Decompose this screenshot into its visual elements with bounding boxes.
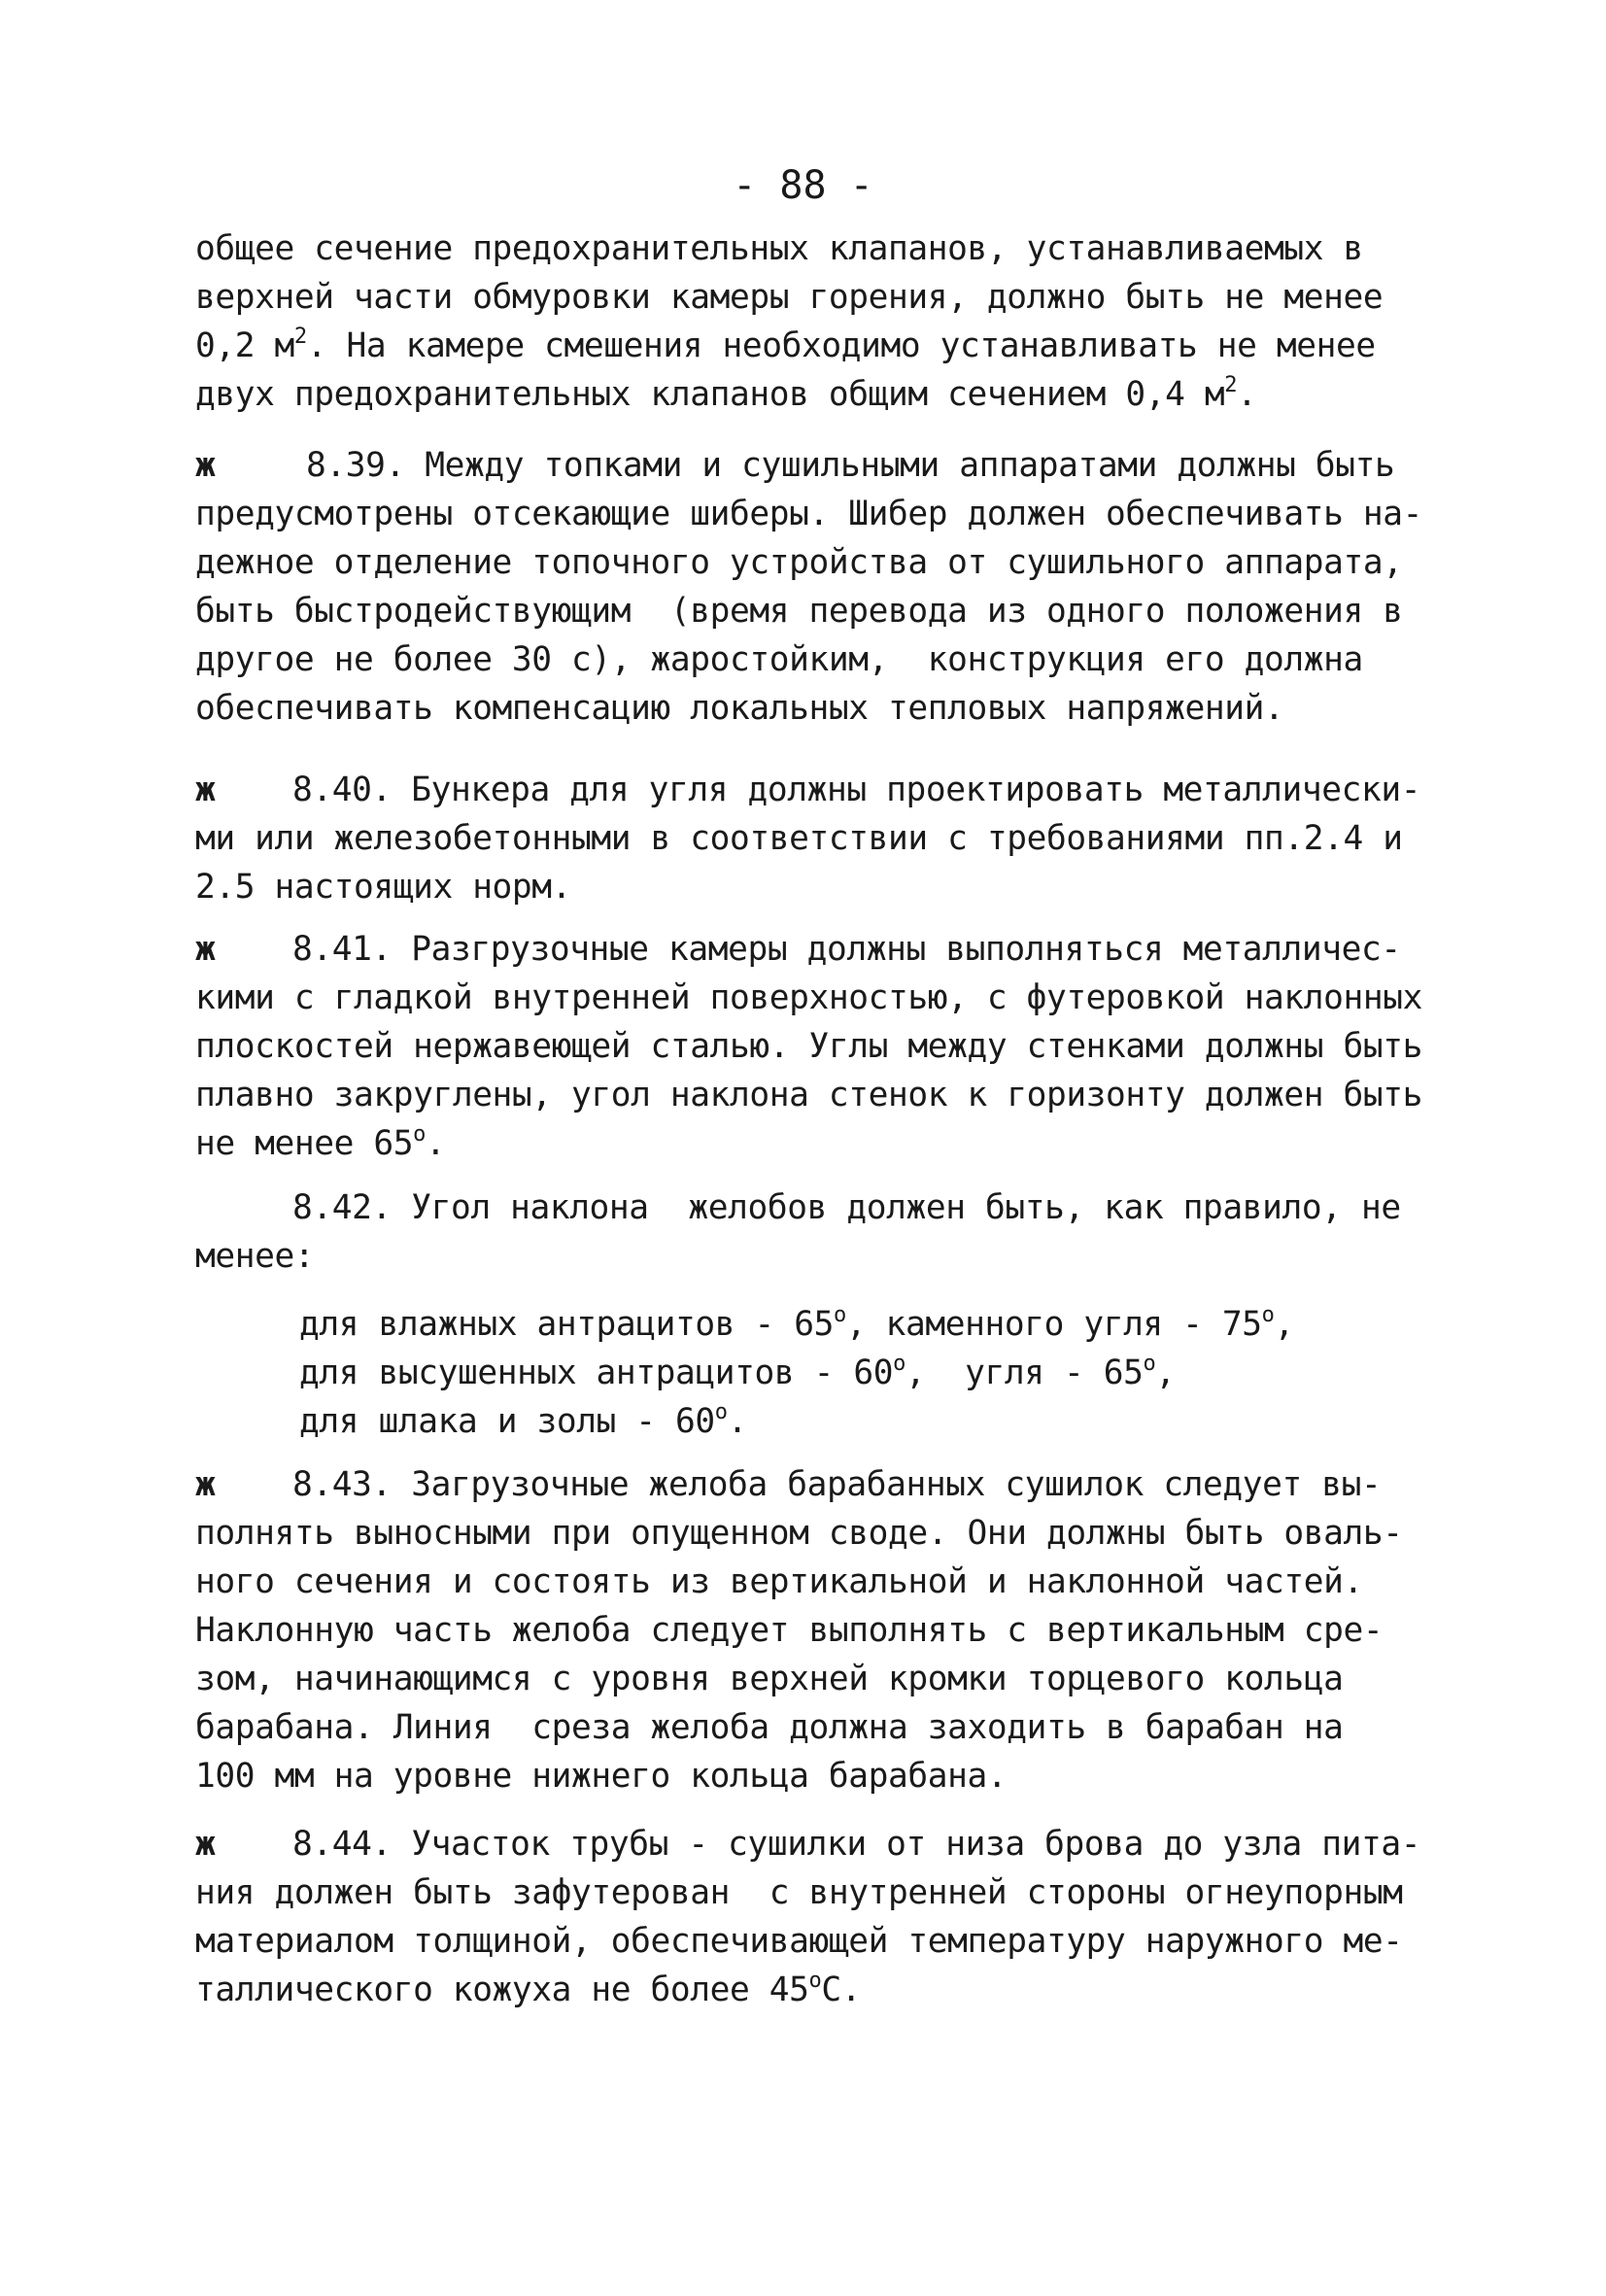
text-line: общее сечение предохранительных клапанов, устанавливаемых в bbox=[195, 229, 1363, 268]
paragraph-intro bbox=[195, 224, 1449, 419]
list-item: для шлака и золы - 60$^o$. bbox=[299, 1400, 748, 1441]
text-line: ж 8.41. Разгрузочные камеры должны выполняться металличес- bbox=[195, 925, 1449, 974]
paragraph-8-41 bbox=[195, 925, 1449, 1168]
paragraph-8-44 bbox=[195, 1820, 1449, 2014]
paragraph-mark: ж bbox=[195, 771, 216, 809]
paragraph-8-42 bbox=[195, 1183, 1449, 1281]
superscript: 2 bbox=[1224, 373, 1238, 397]
superscript: o bbox=[1143, 1352, 1156, 1376]
angle-list bbox=[195, 1300, 1449, 1446]
text-line: барабана. Линия среза желоба должна заходить в барабан на bbox=[195, 1708, 1344, 1747]
paragraph-mark: ж bbox=[195, 930, 216, 969]
text-line: ния должен быть зафутерован с внутренней стороны огнеупорным bbox=[195, 1873, 1403, 1912]
text-line: 100 мм на уровне нижнего кольца барабана. bbox=[195, 1757, 1008, 1796]
paragraph-mark: ж bbox=[195, 446, 216, 485]
text-line: ного сечения и состоять из вертикальной и наклонной частей. bbox=[195, 1562, 1363, 1601]
page-number: - 88 - bbox=[733, 163, 873, 208]
text-line: 8.42. Угол наклона желобов должен быть, как правило, не bbox=[292, 1188, 1401, 1227]
superscript: o bbox=[413, 1122, 426, 1147]
text-line: ж 8.44. Участок трубы - сушилки от низа брова до узла пита- bbox=[195, 1820, 1449, 1868]
text-line: ми или железобетонными в соответствии с требованиями пп.2.4 и bbox=[195, 819, 1403, 858]
text-line: материалом толщиной, обеспечивающей температуру наружного ме- bbox=[195, 1922, 1403, 1961]
text-line: не менее 65$^o$. bbox=[195, 1122, 446, 1163]
paragraph-mark: ж bbox=[195, 1825, 216, 1864]
text-line: 0,2 $м^2$. На камере смешения необходимо устанавливать не менее bbox=[195, 325, 1376, 365]
paragraph-8-39 bbox=[195, 441, 1449, 733]
text-line: менее: bbox=[195, 1237, 315, 1276]
text-line: быть быстродействующим (время перевода из одного положения в bbox=[195, 592, 1403, 631]
text-line: 2.5 настоящих норм. bbox=[195, 868, 572, 907]
superscript: o bbox=[808, 1969, 822, 1993]
text-line: плавно закруглены, угол наклона стенок к горизонту должен быть bbox=[195, 1076, 1422, 1114]
text-line: Наклонную часть желоба следует выполнять с вертикальным сре- bbox=[195, 1611, 1384, 1650]
paragraph-8-40 bbox=[195, 766, 1449, 911]
text-line: полнять выносными при опущенном своде. Они должны быть оваль- bbox=[195, 1514, 1403, 1553]
text-line: обеспечивать компенсацию локальных тепловых напряжений. bbox=[195, 689, 1284, 728]
text-line: ж 8.39. Между топками и сушильными аппаратами должны быть bbox=[195, 441, 1449, 490]
paragraph-mark: ж bbox=[195, 1465, 216, 1504]
text-line: ж 8.43. Загрузочные желоба барабанных сушилок следует вы- bbox=[195, 1460, 1449, 1509]
list-item: для высушенных антрацитов - 60$^o$, угля - 65$^o$, bbox=[299, 1352, 1176, 1392]
text-line: плоскостей нержавеющей сталью. Углы между стенками должны быть bbox=[195, 1027, 1422, 1066]
text-line: дежное отделение топочного устройства от сушильного аппарата, bbox=[195, 543, 1403, 582]
superscript: o bbox=[893, 1352, 906, 1376]
list-item: для влажных антрацитов - 65$^o$, каменного угля - 75$^o$, bbox=[299, 1303, 1294, 1344]
superscript: o bbox=[834, 1303, 846, 1327]
text-line: кими с гладкой внутренней поверхностью, с футеровкой наклонных bbox=[195, 978, 1422, 1017]
text-line: таллического кожуха не более 45$^o$С. bbox=[195, 1969, 862, 2009]
paragraph-8-43 bbox=[195, 1460, 1449, 1800]
superscript: o bbox=[714, 1400, 728, 1424]
text-line: двух предохранительных клапанов общим сечением 0,4 $м^2$. bbox=[195, 373, 1257, 414]
superscript: 2 bbox=[293, 325, 307, 349]
superscript: o bbox=[1261, 1303, 1275, 1327]
text-line: другое не более 30 с), жаростойким, конструкция его должна bbox=[195, 640, 1363, 679]
text-line: зом, начинающимся с уровня верхней кромки торцевого кольца bbox=[195, 1660, 1344, 1698]
text-line: верхней части обмуровки камеры горения, должно быть не менее bbox=[195, 278, 1384, 317]
text-line: ж 8.40. Бункера для угля должны проектировать металлически- bbox=[195, 766, 1449, 814]
text-line: предусмотрены отсекающие шиберы. Шибер должен обеспечивать на- bbox=[195, 495, 1422, 533]
